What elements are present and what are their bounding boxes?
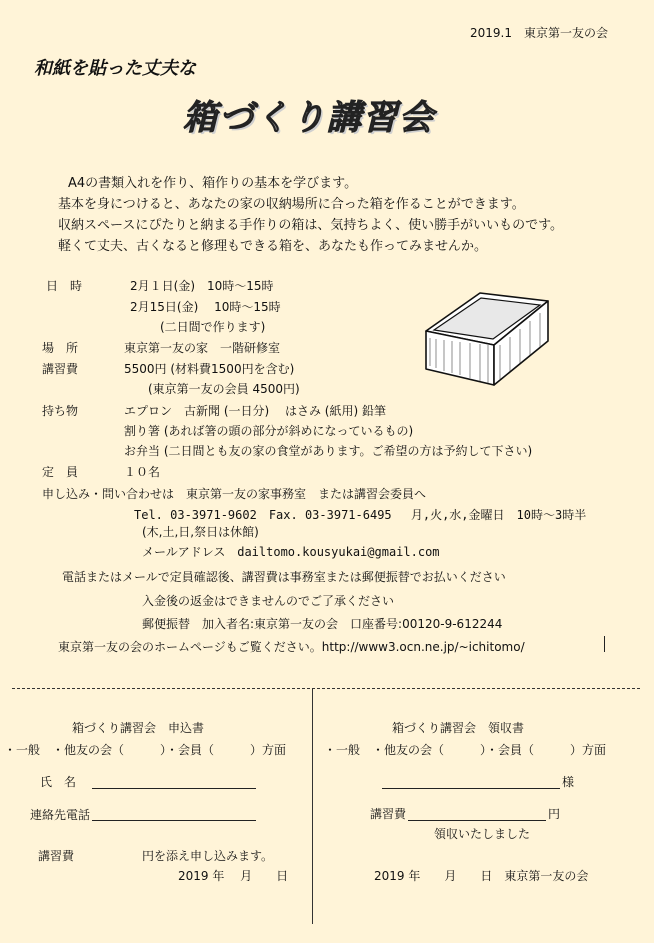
cut-line <box>12 688 640 689</box>
confirm-note: 電話またはメールで定員確認後、講習費は事務室または郵便振替でお払いください <box>62 570 506 584</box>
application-date: 2019 年 月 日 <box>178 869 289 883</box>
homepage-note[interactable]: 東京第一友の会のホームページもご覧ください。http://www3.ocn.ne.jp/~ichitomo/ <box>58 640 525 654</box>
received-text: 領収いたしました <box>434 827 531 841</box>
capacity-value: １０名 <box>124 465 161 479</box>
receipt-fee-label: 講習費 <box>370 807 407 821</box>
items-line-1: エプロン 古新聞 (一日分) はさみ (紙用) 鉛筆 <box>124 404 386 418</box>
contact-line: 申し込み・問い合わせは 東京第一友の家事務室 または講習会委員へ <box>42 487 427 501</box>
receipt-fee-field[interactable] <box>408 820 546 821</box>
application-fee-label: 講習費 <box>38 849 75 863</box>
datetime-note: (二日間で作ります) <box>160 320 266 334</box>
event-title: 箱づくり講習会 <box>183 98 435 138</box>
form-divider <box>312 688 313 924</box>
receipt-fee-unit: 円 <box>548 807 561 821</box>
datetime-2: 2月15日(金) 10時～15時 <box>130 300 281 314</box>
box-illustration <box>420 283 552 389</box>
datetime-1: 2月１日(金) 10時～15時 <box>130 279 274 293</box>
refund-note: 入金後の返金はできませんのでご了承ください <box>142 594 395 608</box>
intro-line-4: 軽くて丈夫、古くなると修理もできる箱を、あなたも作ってみませんか。 <box>58 239 488 254</box>
email-address[interactable]: dailtomo.kousyukai@gmail.com <box>237 545 440 559</box>
application-types: ・一般 ・他友の会（ ）・会員（ ）方面 <box>4 743 287 757</box>
receipt-name-field[interactable] <box>382 788 560 789</box>
intro-line-2: 基本を身につけると、あなたの家の収納場所に合った箱を作ることができます。 <box>58 197 525 212</box>
items-line-3: お弁当 (二日間とも友の家の食堂があります。ご希望の方は予約して下さい) <box>124 444 533 458</box>
closed-days: (木,土,日,祭日は休館) <box>142 525 259 539</box>
intro-line-3: 収納スペースにぴたりと納まる手作りの箱は、気持ちよく、使い勝手がいいものです。 <box>58 218 564 233</box>
header-date-org: 2019.1 東京第一友の会 <box>470 26 608 40</box>
transfer-info: 郵便振替 加入者名:東京第一友の会 口座番号:00120-9-612244 <box>142 617 503 631</box>
phone-field[interactable] <box>92 820 256 821</box>
items-label: 持ち物 <box>42 404 79 418</box>
phone-label: 連絡先電話 <box>30 808 91 822</box>
name-label: 氏 名 <box>40 775 77 789</box>
text-cursor <box>604 636 605 652</box>
honorific: 様 <box>562 775 575 789</box>
event-subtitle: 和紙を貼った丈夫な <box>34 58 196 79</box>
application-fee-text: 円を添え申し込みます。 <box>142 849 274 863</box>
fee-label: 講習費 <box>42 362 79 376</box>
email-row <box>142 543 440 560</box>
capacity-label: 定 員 <box>42 465 79 479</box>
email-label: メールアドレス <box>142 545 226 559</box>
fee-member: (東京第一友の会員 4500円) <box>148 382 300 396</box>
tel-fax: Tel. 03-3971-9602 Fax. 03-3971-6495 月,火,水,金曜日 10時～3時半 <box>134 508 587 522</box>
place-value: 東京第一友の家 一階研修室 <box>124 341 281 355</box>
receipt-types: ・一般 ・他友の会（ ）・会員（ ）方面 <box>324 743 607 757</box>
application-title: 箱づくり講習会 申込書 <box>72 721 205 735</box>
receipt-title: 箱づくり講習会 領収書 <box>392 721 525 735</box>
intro-line-1: A4の書類入れを作り、箱作りの基本を学びます。 <box>68 176 358 191</box>
name-field[interactable] <box>92 788 256 789</box>
place-label: 場 所 <box>42 341 79 355</box>
items-line-2: 割り箸 (あれば箸の頭の部分が斜めになっているもの) <box>124 424 414 438</box>
receipt-date-org: 2019 年 月 日 東京第一友の会 <box>374 869 589 883</box>
datetime-label: 日 時 <box>46 279 83 293</box>
fee-value: 5500円 (材料費1500円を含む) <box>124 362 295 376</box>
